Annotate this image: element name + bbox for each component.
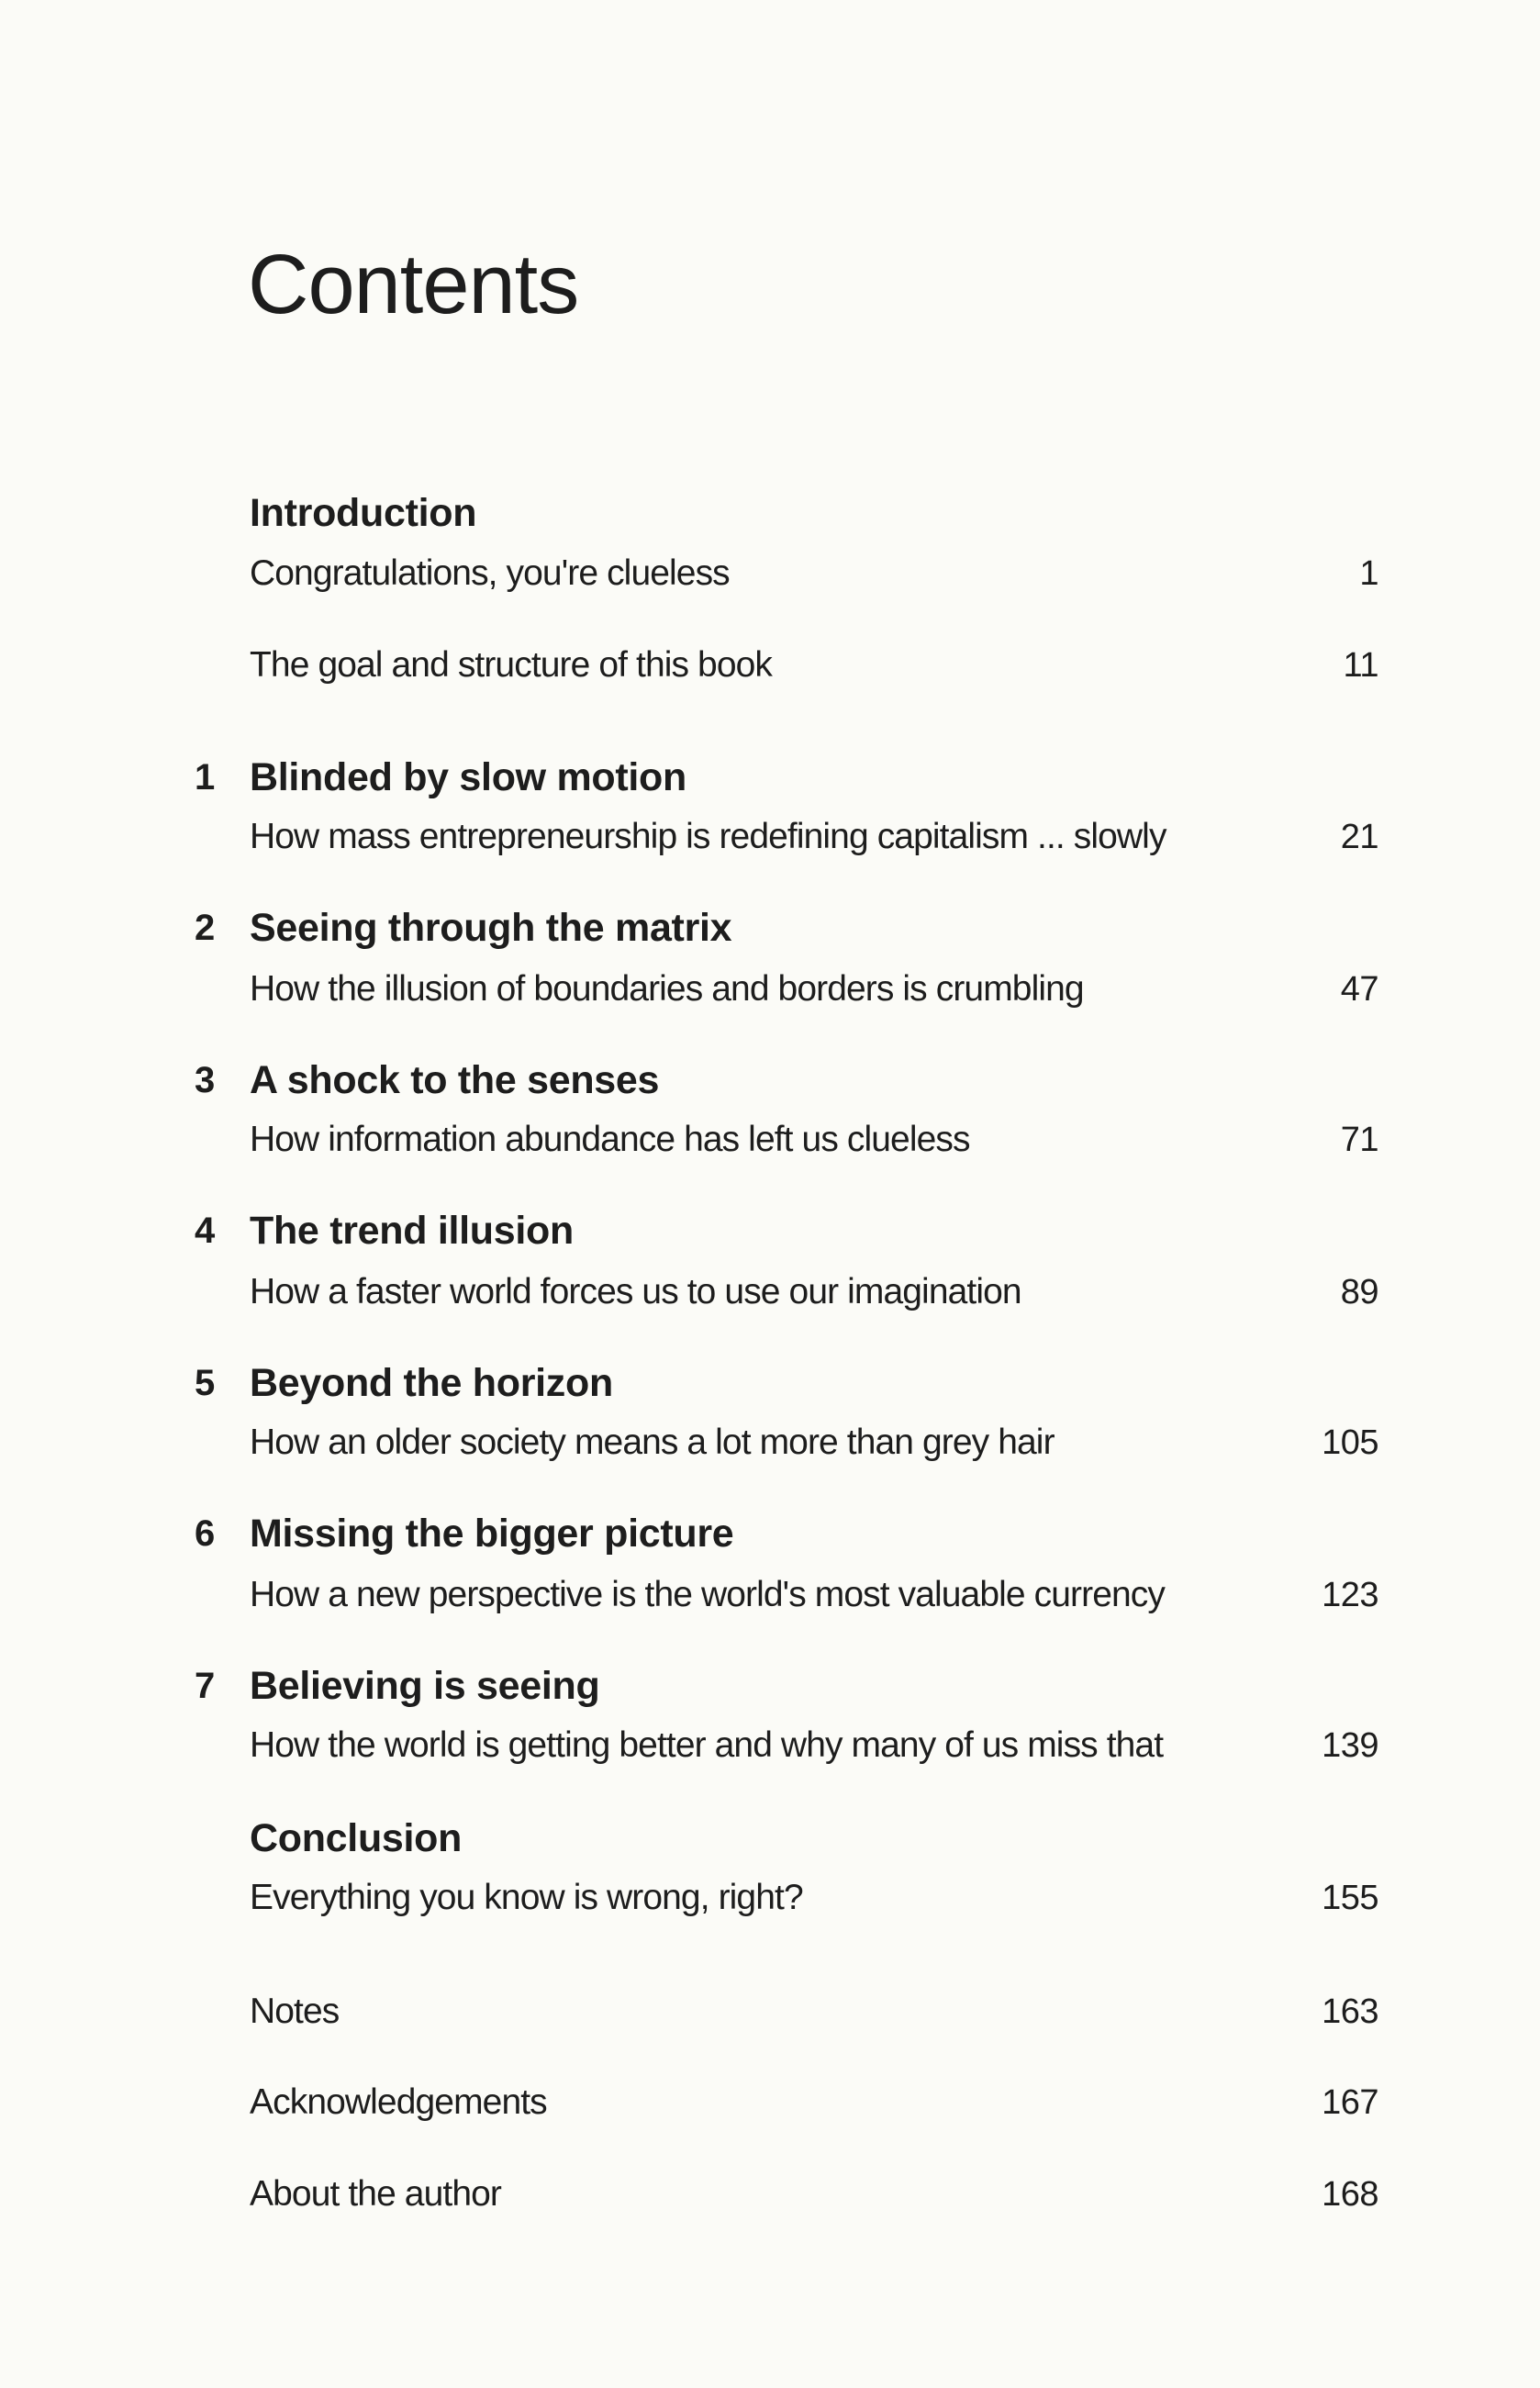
entry-title: Acknowledgements: [250, 2082, 547, 2122]
chapter-heading-row: [0, 750, 1540, 805]
chapter-title: A shock to the senses: [250, 1058, 660, 1102]
page-number: 47: [1340, 970, 1378, 1009]
toc-entry: [0, 809, 1540, 865]
page-number: 123: [1322, 1576, 1378, 1614]
entry-title: How a faster world forces us to use our imagination: [250, 1272, 1021, 1311]
chapter-heading-row: [0, 1811, 1540, 1866]
chapter-heading-row: [0, 1053, 1540, 1108]
chapter-title: Seeing through the matrix: [250, 906, 732, 950]
page-number: 163: [1322, 1992, 1378, 2031]
toc-entry: [0, 546, 1540, 601]
toc-entry: [0, 1718, 1540, 1773]
toc-entry: [0, 638, 1540, 693]
chapter-number: 5: [195, 1363, 216, 1403]
page-number: 139: [1322, 1726, 1378, 1765]
entry-title: Everything you know is wrong, right?: [250, 1878, 803, 1917]
chapter-title: Believing is seeing: [250, 1664, 600, 1708]
entry-title: How a new perspective is the world's most valuable currency: [250, 1575, 1165, 1614]
toc-entry: [0, 962, 1540, 1017]
toc-entry: [0, 1568, 1540, 1623]
chapter-title: Introduction: [250, 491, 477, 535]
entry-title: Notes: [250, 1992, 340, 2031]
toc-entry: [0, 1415, 1540, 1470]
toc-entry: [0, 1265, 1540, 1320]
page-number: 89: [1340, 1273, 1378, 1311]
chapter-heading-row: [0, 1658, 1540, 1713]
entry-title: About the author: [250, 2174, 501, 2214]
toc-entry: [0, 1870, 1540, 1925]
entry-title: How the illusion of boundaries and borders is crumbling: [250, 969, 1084, 1009]
entry-title: How an older society means a lot more than grey hair: [250, 1423, 1055, 1462]
toc-entry: [0, 1984, 1540, 2039]
chapter-number: 4: [195, 1211, 216, 1251]
page-number: 105: [1322, 1423, 1378, 1462]
entry-title: How the world is getting better and why many of us miss that: [250, 1725, 1164, 1765]
page-number: 11: [1343, 646, 1378, 685]
entry-title: The goal and structure of this book: [250, 645, 773, 685]
chapter-title: Blinded by slow motion: [250, 755, 686, 799]
entry-title: How mass entrepreneurship is redefining capitalism ... slowly: [250, 817, 1166, 856]
page-number: 155: [1322, 1879, 1378, 1917]
page-number: 168: [1322, 2175, 1378, 2214]
chapter-number: 6: [195, 1513, 216, 1554]
chapter-heading-row: [0, 1356, 1540, 1411]
chapter-number: 1: [195, 757, 216, 798]
chapter-number: 2: [195, 908, 216, 948]
chapter-heading-row: [0, 900, 1540, 955]
chapter-title: Beyond the horizon: [250, 1361, 613, 1405]
chapter-heading-row: [0, 1203, 1540, 1258]
toc-entry: [0, 2075, 1540, 2130]
chapter-title: Missing the bigger picture: [250, 1512, 734, 1556]
toc-entry: [0, 1112, 1540, 1167]
chapter-title: The trend illusion: [250, 1209, 574, 1253]
page-number: 71: [1340, 1121, 1378, 1159]
page-number: 167: [1322, 2083, 1378, 2122]
page-number: 1: [1359, 554, 1378, 593]
chapter-heading-row: [0, 485, 1540, 541]
chapter-title: Conclusion: [250, 1816, 463, 1860]
chapter-number: 3: [195, 1060, 216, 1100]
entry-title: How information abundance has left us clueless: [250, 1120, 970, 1159]
page-number: 21: [1340, 818, 1378, 856]
chapter-number: 7: [195, 1666, 216, 1706]
entry-title: Congratulations, you're clueless: [250, 553, 730, 593]
toc-entry: [0, 2167, 1540, 2222]
chapter-heading-row: [0, 1506, 1540, 1561]
page-title: Contents: [248, 238, 579, 331]
